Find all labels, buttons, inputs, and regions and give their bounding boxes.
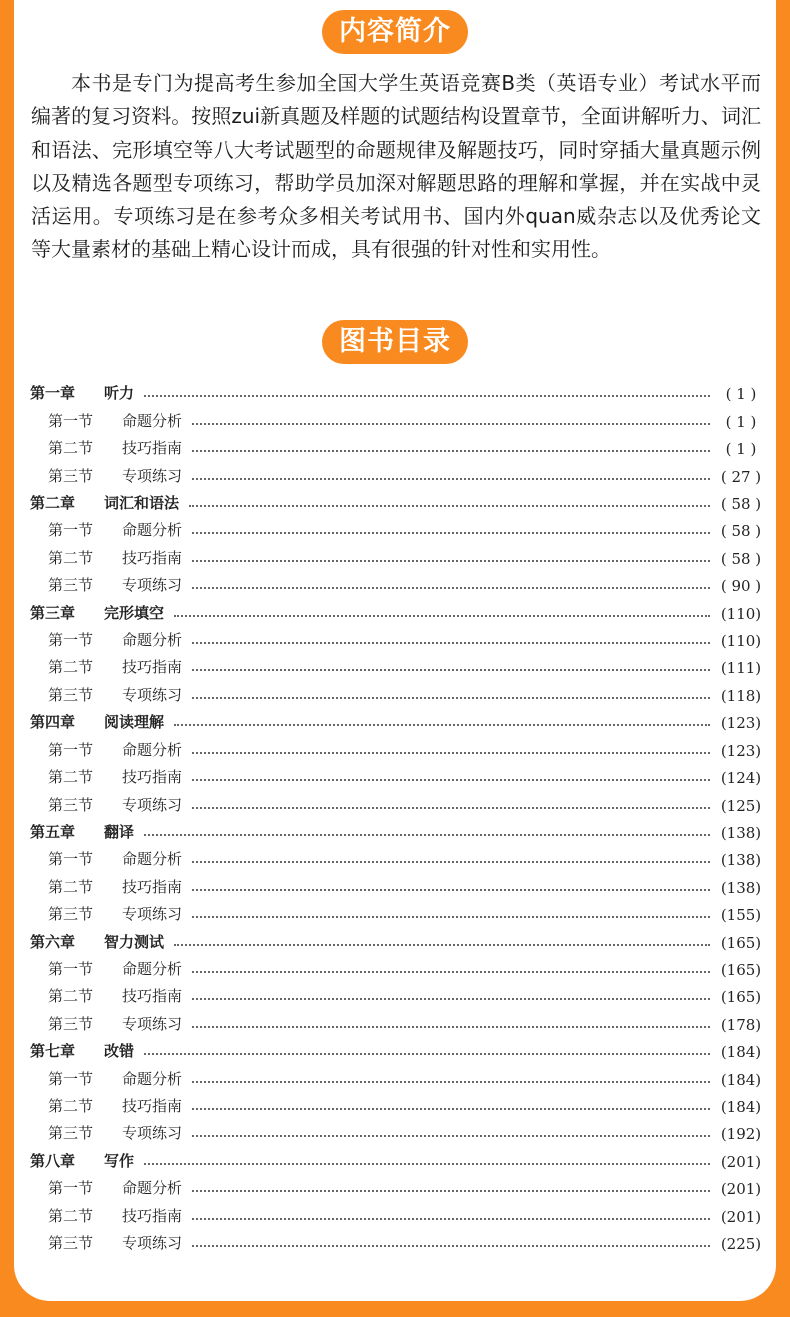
toc-section-row <box>30 1116 766 1143</box>
toc-section-row <box>30 540 766 567</box>
toc-entry-number: 第三节 <box>48 1124 94 1143</box>
toc-page-number: ( 1 ) <box>725 440 757 459</box>
toc-leader-dots <box>192 1244 710 1247</box>
toc-page-number: (138) <box>720 851 762 870</box>
toc-chapter-row <box>30 1034 766 1061</box>
toc-entry-number: 第一节 <box>48 959 94 978</box>
toc-entry-title: 专项练习 <box>122 1234 183 1252</box>
toc-page-number: ( 1 ) <box>725 385 757 404</box>
toc-page-number: (138) <box>720 878 762 897</box>
toc-entry-number: 第二节 <box>48 658 94 677</box>
toc-section-row <box>30 897 766 924</box>
toc-section-row <box>30 623 766 650</box>
toc-leader-dots <box>192 477 710 480</box>
toc-entry-title: 技巧指南 <box>122 439 183 458</box>
toc-entry-title: 改错 <box>104 1042 135 1061</box>
toc-leader-dots <box>174 614 710 617</box>
toc-chapter-row <box>30 376 766 403</box>
toc-chapter-row <box>30 815 766 842</box>
toc-page-number: (184) <box>720 1043 762 1062</box>
toc-entry-title: 命题分析 <box>122 1179 183 1198</box>
toc-entry-number: 第三节 <box>48 576 94 595</box>
toc-page-number: (184) <box>720 1097 762 1116</box>
toc-entry-number: 第一节 <box>48 1179 94 1198</box>
toc-entry-title: 专项练习 <box>122 905 183 924</box>
toc-leader-dots <box>192 888 710 891</box>
toc-entry-title: 专项练习 <box>122 576 183 595</box>
intro-heading: 内容简介 <box>322 10 468 54</box>
toc-entry-number: 第二节 <box>48 1206 94 1225</box>
toc-entry-number: 第三节 <box>48 1234 94 1252</box>
toc-entry-number: 第一节 <box>48 850 94 869</box>
toc-page-number: (138) <box>720 823 762 842</box>
toc-entry-title: 专项练习 <box>122 466 183 485</box>
toc-entry-title: 技巧指南 <box>122 987 183 1006</box>
toc-page-number: ( 58 ) <box>720 522 762 541</box>
toc-entry-title: 词汇和语法 <box>104 494 180 513</box>
toc-leader-dots <box>192 1080 710 1083</box>
toc-entry-title: 命题分析 <box>122 521 183 540</box>
toc-entry-number: 第一节 <box>48 521 94 540</box>
toc-section-row <box>30 403 766 430</box>
toc-heading: 图书目录 <box>322 320 468 364</box>
toc-entry-title: 专项练习 <box>122 1124 183 1143</box>
toc-page-number: (110) <box>720 632 762 651</box>
toc-section-row <box>30 431 766 458</box>
toc-leader-dots <box>174 943 710 946</box>
toc-section-row <box>30 650 766 677</box>
toc-entry-number: 第一节 <box>48 1069 94 1088</box>
toc-entry-number: 第二节 <box>48 877 94 896</box>
toc-leader-dots <box>189 504 710 507</box>
toc-entry-number: 第三节 <box>48 685 94 704</box>
toc-section-row <box>30 1226 766 1253</box>
toc-section-row <box>30 842 766 869</box>
toc-entry-title: 命题分析 <box>122 1069 183 1088</box>
toc-chapter-row <box>30 486 766 513</box>
toc-section-row <box>30 1171 766 1198</box>
toc-section-row <box>30 732 766 759</box>
toc-entry-number: 第二节 <box>48 548 94 567</box>
toc-leader-dots <box>192 696 710 699</box>
toc-entry-title: 翻译 <box>104 822 135 841</box>
toc-entry-title: 完形填空 <box>104 603 165 622</box>
toc-page-number: (165) <box>720 933 762 952</box>
toc-leader-dots <box>192 970 710 973</box>
toc-page-number: ( 1 ) <box>725 412 757 431</box>
toc-entry-number: 第三节 <box>48 905 94 924</box>
toc-page-number: ( 58 ) <box>720 549 762 568</box>
toc-leader-dots <box>192 668 710 671</box>
toc-entry-number: 第三节 <box>48 466 94 485</box>
toc-entry-title: 专项练习 <box>122 1014 183 1033</box>
toc-leader-dots <box>144 394 710 397</box>
toc-leader-dots <box>192 751 710 754</box>
toc-entry-title: 智力测试 <box>104 932 165 951</box>
toc-leader-dots <box>192 641 710 644</box>
toc-section-row <box>30 1006 766 1033</box>
toc-entry-number: 第一节 <box>48 411 94 430</box>
toc-section-row <box>30 458 766 485</box>
toc-page-number: (201) <box>720 1180 762 1199</box>
toc-entry-title: 命题分析 <box>122 959 183 978</box>
toc-entry-number: 第二章 <box>30 494 76 513</box>
toc-page-number: (123) <box>720 714 762 733</box>
toc-entry-title: 命题分析 <box>122 740 183 759</box>
toc-entry-title: 命题分析 <box>122 631 183 650</box>
toc-leader-dots <box>192 422 710 425</box>
toc-leader-dots <box>192 449 710 452</box>
toc-leader-dots <box>192 1217 710 1220</box>
toc-leader-dots <box>192 1107 710 1110</box>
toc-entry-title: 阅读理解 <box>104 713 165 732</box>
toc-page-number: (165) <box>720 988 762 1007</box>
toc-section-row <box>30 677 766 704</box>
toc-entry-title: 技巧指南 <box>122 1206 183 1225</box>
toc-leader-dots <box>192 531 710 534</box>
toc-page-number: (125) <box>720 796 762 815</box>
toc-section-row <box>30 1061 766 1088</box>
toc-entry-number: 第三章 <box>30 603 76 622</box>
toc-leader-dots <box>174 723 710 726</box>
toc-entry-title: 听力 <box>104 384 135 403</box>
toc-chapter-row <box>30 1143 766 1170</box>
toc-entry-number: 第二节 <box>48 439 94 458</box>
toc-entry-number: 第七章 <box>30 1042 76 1061</box>
toc-entry-title: 命题分析 <box>122 850 183 869</box>
toc-section-row <box>30 513 766 540</box>
toc-leader-dots <box>144 1162 710 1165</box>
toc-entry-number: 第八章 <box>30 1151 76 1170</box>
toc-page-number: (184) <box>720 1070 762 1089</box>
toc-section-row <box>30 869 766 896</box>
toc-page-number: ( 90 ) <box>720 577 762 596</box>
toc-leader-dots <box>192 806 710 809</box>
toc-leader-dots <box>192 915 710 918</box>
toc-entry-number: 第二节 <box>48 987 94 1006</box>
toc-page-number: ( 27 ) <box>720 467 762 486</box>
intro-text: 本书是专门为提高考生参加全国大学生英语竞赛B类（英语专业）考试水平而编著的复习资料。按照zui新真题及样题的试题结构设置章节，全面讲解听力、词汇和语法、完形填空等八大考试题型的命题规律及解题技巧，同时穿插大量真题示例以及精选各题型专项练习，帮助学员加深对解题思路的理解和掌握，并在实战中灵活运用。专项练习是在参考众多相关考试用书、国内外quan威杂志以及优秀论文等大量素材的基础上精心设计而成，具有很强的针对性和实用性。 <box>31 71 761 262</box>
content-card <box>14 0 776 1301</box>
toc-entry-number: 第二节 <box>48 768 94 787</box>
toc-chapter-row <box>30 705 766 732</box>
toc-section-row <box>30 1089 766 1116</box>
toc-entry-title: 技巧指南 <box>122 877 183 896</box>
toc-entry-number: 第四章 <box>30 713 76 732</box>
toc-leader-dots <box>144 833 710 836</box>
toc-leader-dots <box>192 997 710 1000</box>
toc-section-row <box>30 1198 766 1225</box>
toc-entry-title: 技巧指南 <box>122 768 183 787</box>
toc-entry-title: 命题分析 <box>122 411 183 430</box>
toc-section-row <box>30 760 766 787</box>
toc-page-number: (124) <box>720 769 762 788</box>
toc-entry-number: 第三节 <box>48 795 94 814</box>
toc-entry-number: 第一章 <box>30 384 76 403</box>
toc-section-row <box>30 568 766 595</box>
toc-entry-title: 技巧指南 <box>122 1096 183 1115</box>
toc-leader-dots <box>192 559 710 562</box>
toc-page-number: (118) <box>720 686 762 705</box>
toc-entry-number: 第六章 <box>30 932 76 951</box>
toc-leader-dots <box>192 1134 710 1137</box>
toc-entry-number: 第三节 <box>48 1014 94 1033</box>
toc-leader-dots <box>192 586 710 589</box>
toc-page-number: (155) <box>720 906 762 925</box>
toc-leader-dots <box>192 1189 710 1192</box>
toc-entry-title: 专项练习 <box>122 685 183 704</box>
toc-page-number: (178) <box>720 1015 762 1034</box>
toc-leader-dots <box>192 1025 710 1028</box>
toc-section-row <box>30 979 766 1006</box>
toc-entry-number: 第二节 <box>48 1096 94 1115</box>
toc-section-row <box>30 952 766 979</box>
toc-page-number: (111) <box>720 659 762 678</box>
toc-entry-title: 技巧指南 <box>122 658 183 677</box>
toc-page-number: (201) <box>720 1207 762 1226</box>
toc-entry-title: 技巧指南 <box>122 548 183 567</box>
toc-section-row <box>30 787 766 814</box>
toc-entry-title: 专项练习 <box>122 795 183 814</box>
toc-page-number: (225) <box>720 1235 762 1253</box>
toc-entry-number: 第五章 <box>30 822 76 841</box>
toc-leader-dots <box>192 860 710 863</box>
toc-entry-number: 第一节 <box>48 740 94 759</box>
toc-leader-dots <box>192 778 710 781</box>
toc-page-number: (110) <box>720 604 762 623</box>
toc-page-number: (123) <box>720 741 762 760</box>
toc-page-number: ( 58 ) <box>720 495 762 514</box>
toc-entry-number: 第一节 <box>48 631 94 650</box>
toc-entry-title: 写作 <box>104 1151 135 1170</box>
toc-chapter-row <box>30 595 766 622</box>
table-of-contents <box>30 376 766 1253</box>
toc-page-number: (165) <box>720 960 762 979</box>
toc-leader-dots <box>144 1052 710 1055</box>
toc-page-number: (201) <box>720 1152 762 1171</box>
toc-chapter-row <box>30 924 766 951</box>
toc-page-number: (192) <box>720 1125 762 1144</box>
